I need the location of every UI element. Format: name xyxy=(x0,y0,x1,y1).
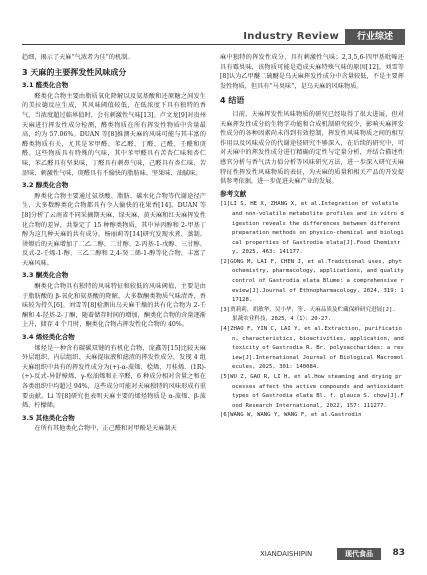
section-3-1-paragraph: 醛类化合物主要由脂质氧化降解以及氨基酸和还原糖之间发生的美拉德反应生成，其风味阈值较低，在低浓度下具有独特的香气，当浓度超过临界值时，会有刺激性气味[13]。卢文龙[9]对贵州天麻进行挥发性成分检测，醛类物质在所有挥发性物质中含量最高，约为 57.06%。DUAN 等[8]推测天麻的风味可能与其丰富的醛类物质有关，尤其是苯甲醛、苯乙醛、丁醛、己醛、壬醛和庚醛。这些物质具有特殊的气味，其中苯甲醛具有苦杏仁味和杏仁味，苯乙醛具有坚果味，丁醛具有刺鼻气味，己醛具有杏仁味、苦涩味、刺激性气味，庚醛具有不愉快的脂肪味、坚果味、油腻味。 xyxy=(22,92,206,177)
reference-item: [1]LI S, HE X, ZHANG X, et al.Integration of volatile and non-volatile metabolite profiles and in vitro digestion reveals the differences between different preparation methods on physico-chemical and biological properties of Gastrodia elata[J].Food Chemistry, 2025, 463: 141177. xyxy=(220,201,404,256)
references-title: 参考文献 xyxy=(220,189,247,198)
section-3-heading: 3 天麻的主要挥发性风味成分 xyxy=(22,67,127,77)
section-3-3-heading: 3.3 酮类化合物 xyxy=(22,271,69,280)
section-3-2-heading: 3.2 醇类化合物 xyxy=(22,181,69,190)
section-3-4-paragraph: 烯烃是一种含有碳碳双键的有机化合物，庞鑫等[15]比较天麻外层组织、内层组织、天麻提取液和滤渣的挥发性成分，发现 4 组天麻组织中共有的挥发性成分为(+)-α-蒎烯、桧烯、月桂烯、(1R)-(+)-反式-异舒樟烯、γ-松油烯和正辛醛，6 种成分相对含量之和在各类组织中均超过 94%，这些成分可能对天麻独特的风味形成有重要贡献。Li 等[8]研究也表明天麻主要的烯烃物质是 α-蒎烯、β-蒎烯、柠檬烯。 xyxy=(22,344,206,410)
footer-badge: 现代食品 xyxy=(337,548,381,560)
section-3-5-heading: 3.5 其他类化合物 xyxy=(22,413,75,422)
header-badge: 行业综述 xyxy=(345,29,405,45)
page-number: 83 xyxy=(392,548,405,558)
section-3-3-paragraph: 酮类化合物具有独特的风味特征和较低的风味阈值，主要是由于脂肪酸的 β-氧化和氨基酸的降解，大多数酮类物质气味清香，香味较为持久[6]。刘雪等[8]检测出乌天麻干燥的共有化合物为 2-壬酮和 4-羟基-2-丁酮，随着储存时间的增加，酮类化合物的含量逐渐上升，储存 4 个月时，酮类化合物占挥发性化合物的 40%。 xyxy=(22,283,206,329)
reference-item: [3]贾莉莉，胡敏华，吴小华，等. 天麻品质及贮藏保鲜研究进展[J]. 果蔬农业科技，2025，4（1）：20-27. xyxy=(220,306,396,323)
left-column xyxy=(22,53,206,434)
footer-site: XIANDAISHIPIN xyxy=(260,550,313,558)
reference-item: [6]WANG W, WANG Y, WANG F, et al.Gastrodin xyxy=(220,412,362,419)
page-footer xyxy=(260,548,405,562)
section-3-5-paragraph: 在所有其他类化合物中，正己醛和对甲酚是天麻制天 xyxy=(34,425,177,433)
header-section-label: Industry Review xyxy=(243,31,339,42)
section-3-2-paragraph: 醇类化合物主要通过氨基酸、脂肪、碳水化合物等代谢途径产生，大多数醇类化合物都具有令人愉快的花果香[14]。DUAN 等[8]分析了云南省不同采摘期天麻、绿天麻、黄天麻和红天麻挥发性化合物的差异，共鉴定了 15 种醇类物质，其中异丙醇和 2-甲基丁醇为这几种天麻的共有成分。杨丽莉等[14]研究发现水煮、蒸制、烫燎后的天麻增加了二乙二醇、二甘醇、2-丙基-1-戊醇、三甘醇、反式-2-壬烯-1-醇、三乙二醇和 2,4-癸二烯-1-醇等化合物，丰富了天麻风味。 xyxy=(22,192,206,267)
section-3-1-heading: 3.1 醛类化合物 xyxy=(22,81,69,90)
intro-paragraph: 趋细，揭示了天麻“气浓者为佳”的机制。 xyxy=(22,54,134,61)
reference-item: [2]GONG M, LAI F, CHEN J, et al.Traditional uses, phytochemistry, pharmacology, applications, and quality control of Gastrodia elata Blume: a comprehensive review[J].Journal of Ethnopharmacology, 2024, 319: 117128. xyxy=(220,258,404,304)
section-4-heading: 4 结语 xyxy=(220,96,245,106)
section-3-4-heading: 3.4 烯烃类化合物 xyxy=(22,333,75,342)
page-header xyxy=(22,27,405,47)
right-column xyxy=(220,53,404,421)
reference-item: [5]WU Z, GAO R, LI H, et al.How steaming and drying processes affect the active compounds and antioxidant types of Gastrodia elata Bl. f. glauca S. chow[J].Food Research International, 2022, 157: 111277. xyxy=(220,374,404,409)
section-4-paragraph: 目前，天麻挥发性风味物质的研究已经取得了很大进展，但对天麻挥发性成分的生物学功能和合成机制研究较少，影响天麻挥发性成分的各种因素尚未得到有效控制，挥发性风味物质之间的相互作用以及风味成分的代谢途径研究不够深入，在后续的研究中，可对天麻中的挥发性成分进行精确的定性与定量分析，并结合描述性感官分析与香气活力值分析等风味研究方法，进一步深入研究天麻特征性挥发性风味物质的表征，为天麻的质量和相关产品的开发提供参考依据，进一步促进天麻产业的发展。 xyxy=(220,110,404,186)
continued-paragraph: 麻中独特的挥发性成分，具有刺激性气味；2,3,5,6-四甲基吡嗪还具有霉臭味，该物质可能是造成天麻特殊气味的原因[12]。刘雪等[8]认为乙甲醚二硫醚是乌天麻挥发性成分中含量较低，不是主要挥发性物质，但具有“马臭味”，是乌天麻的风味物质。 xyxy=(220,54,404,90)
reference-item: [4]ZHAO F, YIN C, LAI Y, et al.Extraction, purification, characteristics, bioactivities, application, and toxicity of Gastrodia R. Br. polysaccharides: a review[J].International Journal of Biological Macromolecules, 2025, 301: 140084. xyxy=(220,326,404,371)
